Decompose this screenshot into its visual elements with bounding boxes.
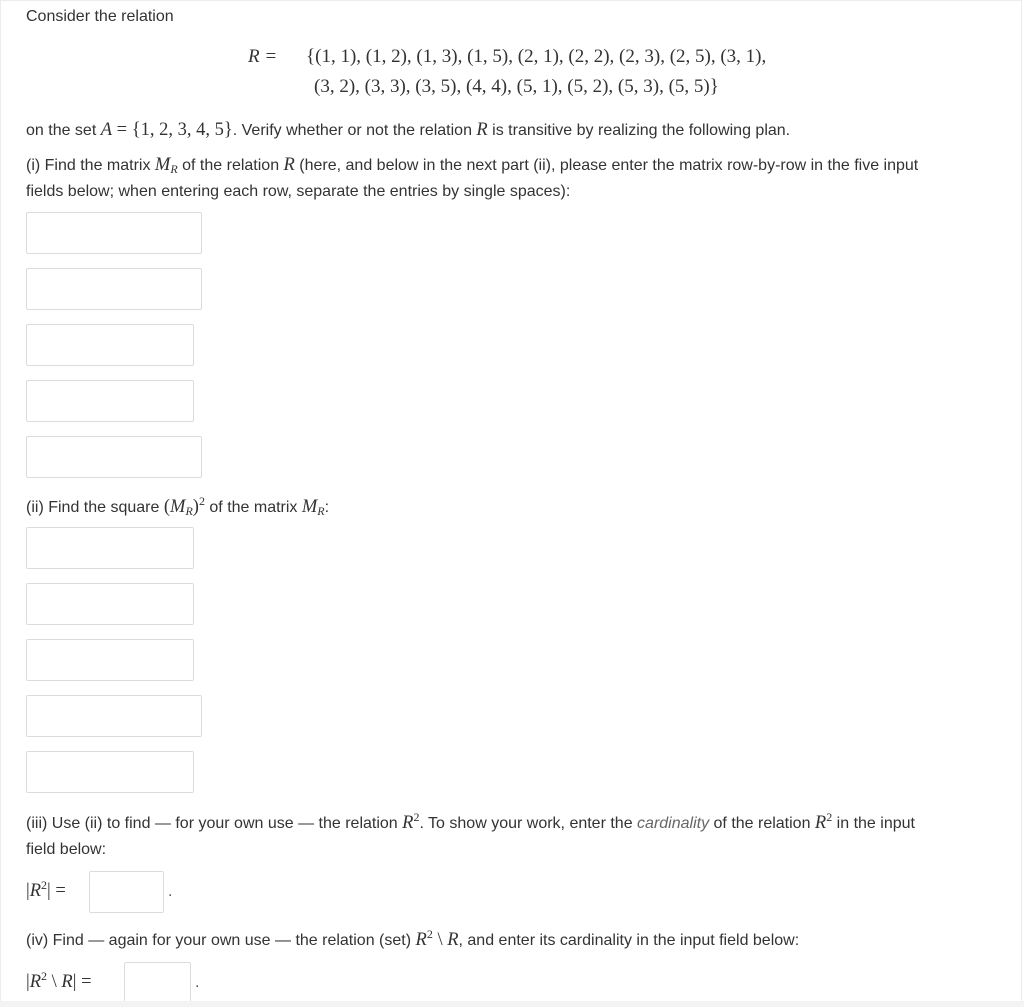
relation-line-2: (3, 2), (3, 3), (3, 5), (4, 4), (5, 1), (5, 2), (5, 3), (5, 5)} bbox=[314, 76, 719, 97]
relation-line-1: {(1, 1), (1, 2), (1, 3), (1, 5), (2, 1), (2, 2), (2, 3), (2, 5), (3, 1), bbox=[306, 46, 767, 67]
cardinality-r2-label bbox=[26, 878, 66, 904]
relation-symbol: R bbox=[415, 930, 427, 950]
part-1-text-3: (here, and below in the next part (ii), please enter the matrix row-by-row in the five input bbox=[294, 157, 919, 174]
matrix-square-row-5-input[interactable] bbox=[26, 751, 194, 793]
cardinality-r2-input[interactable] bbox=[89, 871, 164, 913]
relation-exponent: 2 bbox=[426, 927, 433, 941]
matrix-mr-row-5-input[interactable] bbox=[26, 436, 202, 478]
set-statement bbox=[26, 117, 790, 144]
set-value: = {1, 2, 3, 4, 5} bbox=[112, 120, 233, 140]
relation-symbol: R bbox=[29, 972, 42, 992]
matrix-symbol: M bbox=[301, 497, 318, 517]
part-3-prompt bbox=[26, 810, 996, 863]
set-text-3: is transitive by realizing the following plan. bbox=[487, 122, 791, 139]
bottom-scroll-bar bbox=[0, 1001, 1024, 1007]
part-1-text-1: (i) Find the matrix bbox=[26, 157, 155, 174]
relation-symbol: R bbox=[29, 881, 42, 901]
part-1-text-4: fields below; when entering each row, separate the entries by single spaces): bbox=[26, 183, 571, 200]
relation-symbol: R bbox=[283, 155, 295, 175]
matrix-square-row-4-input[interactable] bbox=[26, 695, 202, 737]
matrix-mr-row-1-input[interactable] bbox=[26, 212, 202, 254]
abs-open: | bbox=[26, 972, 30, 992]
part-2-colon: : bbox=[324, 499, 330, 516]
part-2-prompt bbox=[26, 494, 329, 521]
set-text-1: on the set bbox=[26, 122, 101, 139]
relation-lhs bbox=[248, 46, 277, 68]
part-3-text-1: (iii) Use (ii) to find — for your own use — the relation bbox=[26, 815, 403, 832]
matrix-symbol: M bbox=[170, 497, 186, 517]
abs-close-equals: | = bbox=[72, 972, 92, 992]
part-3-text-3: of the relation bbox=[709, 815, 815, 832]
cardinality-difference-period: . bbox=[195, 974, 200, 991]
cardinality-r2-period: . bbox=[168, 883, 173, 900]
set-variable: A bbox=[100, 120, 113, 140]
relation-exponent: 2 bbox=[41, 878, 48, 892]
part-3-text-4: in the input bbox=[832, 815, 915, 832]
part-1-prompt bbox=[26, 152, 986, 205]
abs-close-equals: | = bbox=[47, 881, 66, 901]
abs-open: | bbox=[26, 881, 30, 901]
intro-text bbox=[26, 4, 174, 30]
matrix-mr-row-2-input[interactable] bbox=[26, 268, 202, 310]
relation-symbol: R bbox=[814, 813, 827, 833]
matrix-square-row-3-input[interactable] bbox=[26, 639, 194, 681]
part-2-text-2: of the matrix bbox=[204, 499, 302, 516]
matrix-subscript: R bbox=[317, 504, 325, 518]
matrix-subscript: R bbox=[185, 504, 193, 518]
setminus-symbol: \ bbox=[432, 930, 448, 950]
matrix-mr-row-4-input[interactable] bbox=[26, 380, 194, 422]
relation-variable: R bbox=[476, 120, 488, 140]
relation-exponent: 2 bbox=[41, 969, 48, 983]
matrix-symbol: M bbox=[154, 155, 171, 175]
relation-symbol: R bbox=[61, 972, 73, 992]
square-exponent: 2 bbox=[198, 494, 205, 508]
intro-label: Consider the relation bbox=[26, 8, 174, 25]
part-4-text-2: , and enter its cardinality in the input field below: bbox=[458, 932, 800, 949]
part-2-text-1: (ii) Find the square bbox=[26, 499, 164, 516]
matrix-square-row-1-input[interactable] bbox=[26, 527, 194, 569]
part-1-text-2: of the relation bbox=[177, 157, 284, 174]
part-3-text-2: . To show your work, enter the bbox=[419, 815, 638, 832]
part-4-prompt bbox=[26, 927, 799, 954]
part-4-text-1: (iv) Find — again for your own use — the relation (set) bbox=[26, 932, 416, 949]
setminus-symbol: \ bbox=[47, 972, 62, 992]
matrix-subscript: R bbox=[170, 162, 178, 176]
relation-symbol: R bbox=[402, 813, 414, 833]
relation-lhs-text: R = bbox=[248, 46, 278, 67]
relation-exponent: 2 bbox=[826, 810, 833, 824]
matrix-mr-row-3-input[interactable] bbox=[26, 324, 194, 366]
cardinality-emphasis: cardinality bbox=[637, 815, 710, 832]
paren-close: ) bbox=[192, 497, 199, 517]
relation-symbol: R bbox=[447, 930, 459, 950]
matrix-square-row-2-input[interactable] bbox=[26, 583, 194, 625]
part-3-text-5: field below: bbox=[26, 841, 107, 858]
paren-open: ( bbox=[163, 497, 171, 517]
cardinality-difference-input[interactable] bbox=[124, 962, 191, 1004]
relation-exponent: 2 bbox=[413, 810, 420, 824]
cardinality-difference-label bbox=[26, 969, 92, 995]
set-text-2: . Verify whether or not the relation bbox=[232, 122, 477, 139]
